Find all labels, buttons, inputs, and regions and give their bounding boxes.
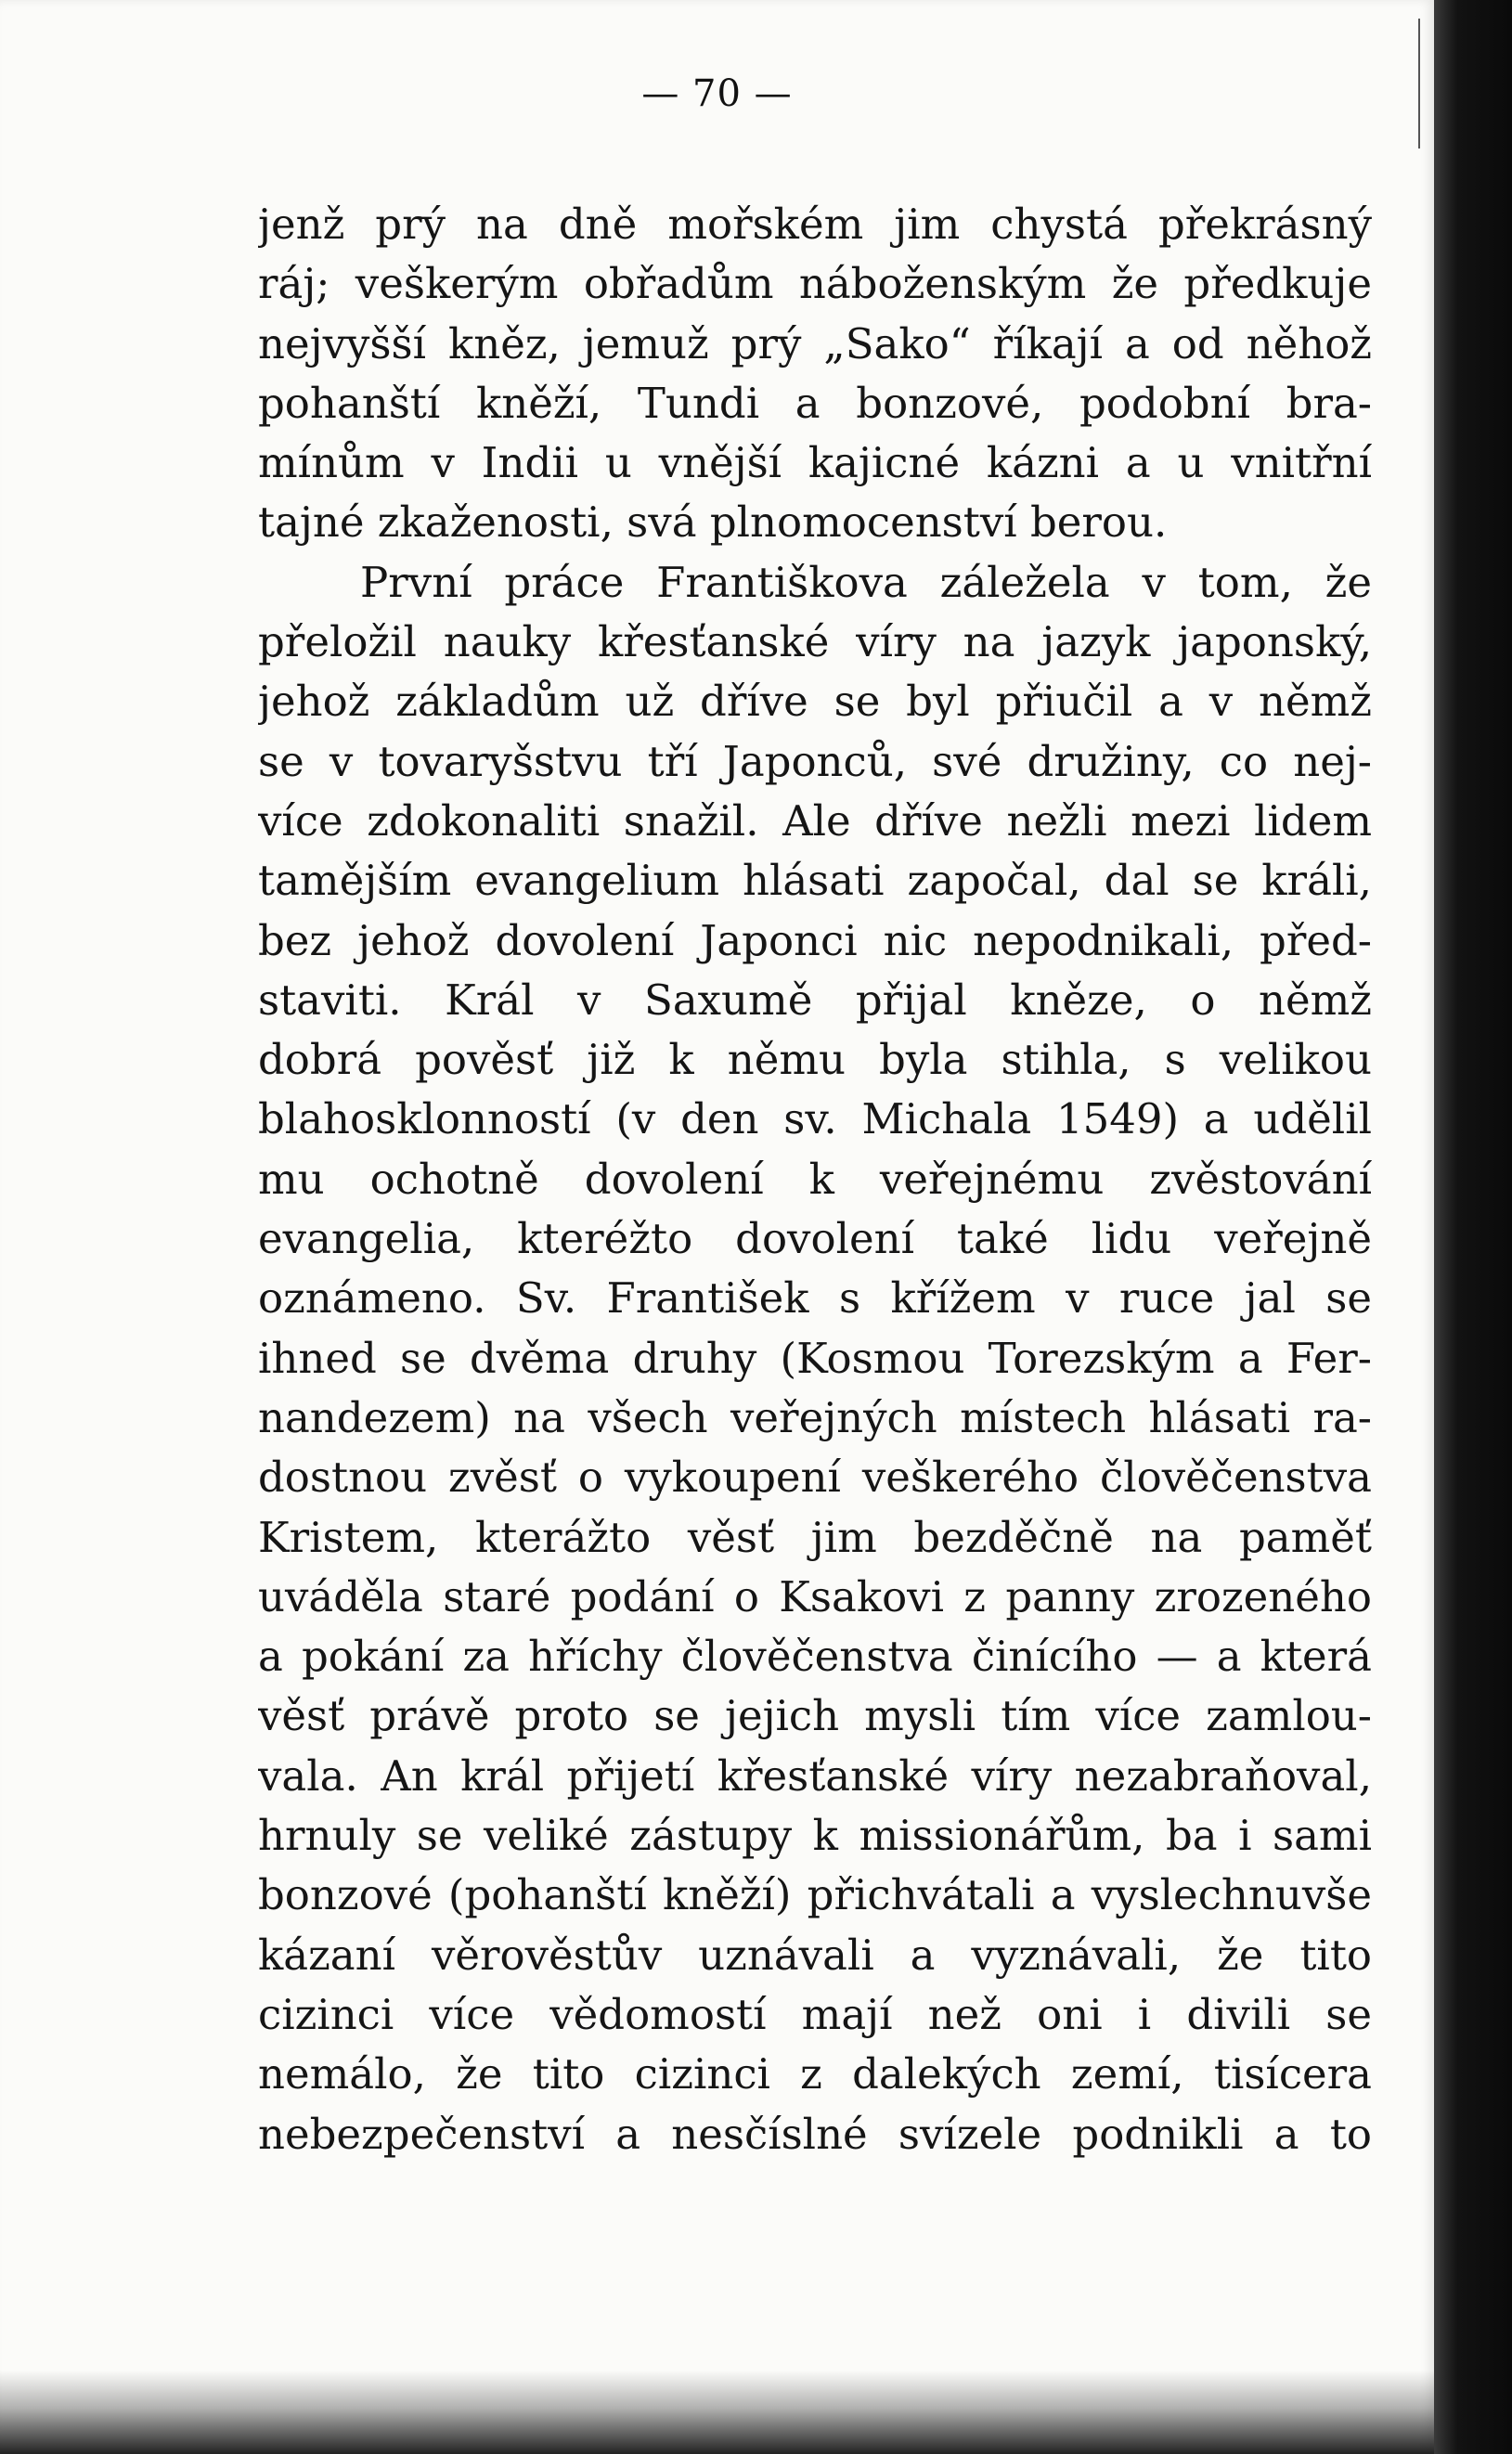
text-line: pohanští kněží, Tundi a bonzové, podobní bra- — [258, 378, 1372, 428]
text-line: mínům v Indii u vnější kajicné kázni a u vnitřní — [258, 438, 1372, 488]
worn-bottom-edge — [0, 2370, 1434, 2454]
scan-dark-margin — [1434, 0, 1512, 2454]
text-line: Kristem, kterážto věsť jim bezděčně na paměť — [258, 1512, 1372, 1562]
text-line: jenž prý na dně mořském jim chystá překrásný — [258, 200, 1372, 249]
body-text — [258, 195, 1372, 2164]
text-line: ráj; veškerým obřadům náboženským že předkuje — [258, 259, 1372, 309]
page-number: — 70 — — [641, 72, 793, 115]
text-line: tamějším evangelium hlásati započal, dal se králi, — [258, 856, 1372, 906]
page-crease — [1418, 19, 1420, 149]
text-line: nejvyšší kněz, jemuž prý „Sako“ říkají a od něhož — [258, 318, 1372, 368]
text-line: mu ochotně dovolení k veřejnému zvěstování — [258, 1154, 1372, 1204]
text-line: evangelia, kteréžto dovolení také lidu veřejně — [258, 1214, 1372, 1264]
text-line: dobrá pověsť již k němu byla stihla, s velikou — [258, 1035, 1372, 1085]
text-line: jehož základům už dříve se byl přiučil a v němž — [258, 677, 1372, 727]
text-line: hrnuly se veliké zástupy k missionářům, ba i sami — [258, 1811, 1372, 1861]
text-line: staviti. Král v Saxumě přijal kněze, o němž — [258, 975, 1372, 1025]
text-line: ihned se dvěma druhy (Kosmou Torezským a Fer- — [258, 1333, 1372, 1383]
text-line: dostnou zvěsť o vykoupení veškerého člověčenstva — [258, 1453, 1372, 1503]
text-line: blahosklonností (v den sv. Michala 1549) a udělil — [258, 1094, 1372, 1144]
text-line: uváděla staré podání o Ksakovi z panny zrozeného — [258, 1571, 1372, 1621]
text-line: nebezpečenství a nesčíslné svízele podnikli a to — [258, 2109, 1372, 2159]
text-line: se v tovaryšstvu tří Japonců, své družiny, co nej- — [258, 736, 1372, 786]
text-line: a pokání za hříchy člověčenstva činícího — a která — [258, 1632, 1372, 1682]
text-line: přeložil nauky křesťanské víry na jazyk japonský, — [258, 617, 1372, 667]
text-line: nandezem) na všech veřejných místech hlásati ra- — [258, 1392, 1372, 1442]
text-line: bez jehož dovolení Japonci nic nepodnikali, před- — [258, 915, 1372, 965]
paragraph-start-line: První práce Františkova záležela v tom, že — [360, 557, 1372, 607]
text-line: bonzové (pohanští kněží) přichvátali a vyslechnuvše — [258, 1870, 1372, 1920]
text-line: vala. An král přijetí křesťanské víry nezabraňoval, — [258, 1750, 1372, 1801]
text-line: cizinci více vědomostí mají než oni i divili se — [258, 1989, 1372, 2039]
text-line: nemálo, že tito cizinci z dalekých zemí, tisícera — [258, 2049, 1372, 2099]
text-line: tajné zkaženosti, svá plnomocenství berou. — [258, 497, 1168, 548]
text-line: kázaní věrověstův uznávali a vyznávali, že tito — [258, 1930, 1372, 1980]
text-line: věsť právě proto se jejich mysli tím více zamlou- — [258, 1691, 1372, 1741]
text-line: více zdokonaliti snažil. Ale dříve nežli mezi lidem — [258, 795, 1372, 846]
text-line: oznámeno. Sv. František s křížem v ruce jal se — [258, 1273, 1372, 1324]
